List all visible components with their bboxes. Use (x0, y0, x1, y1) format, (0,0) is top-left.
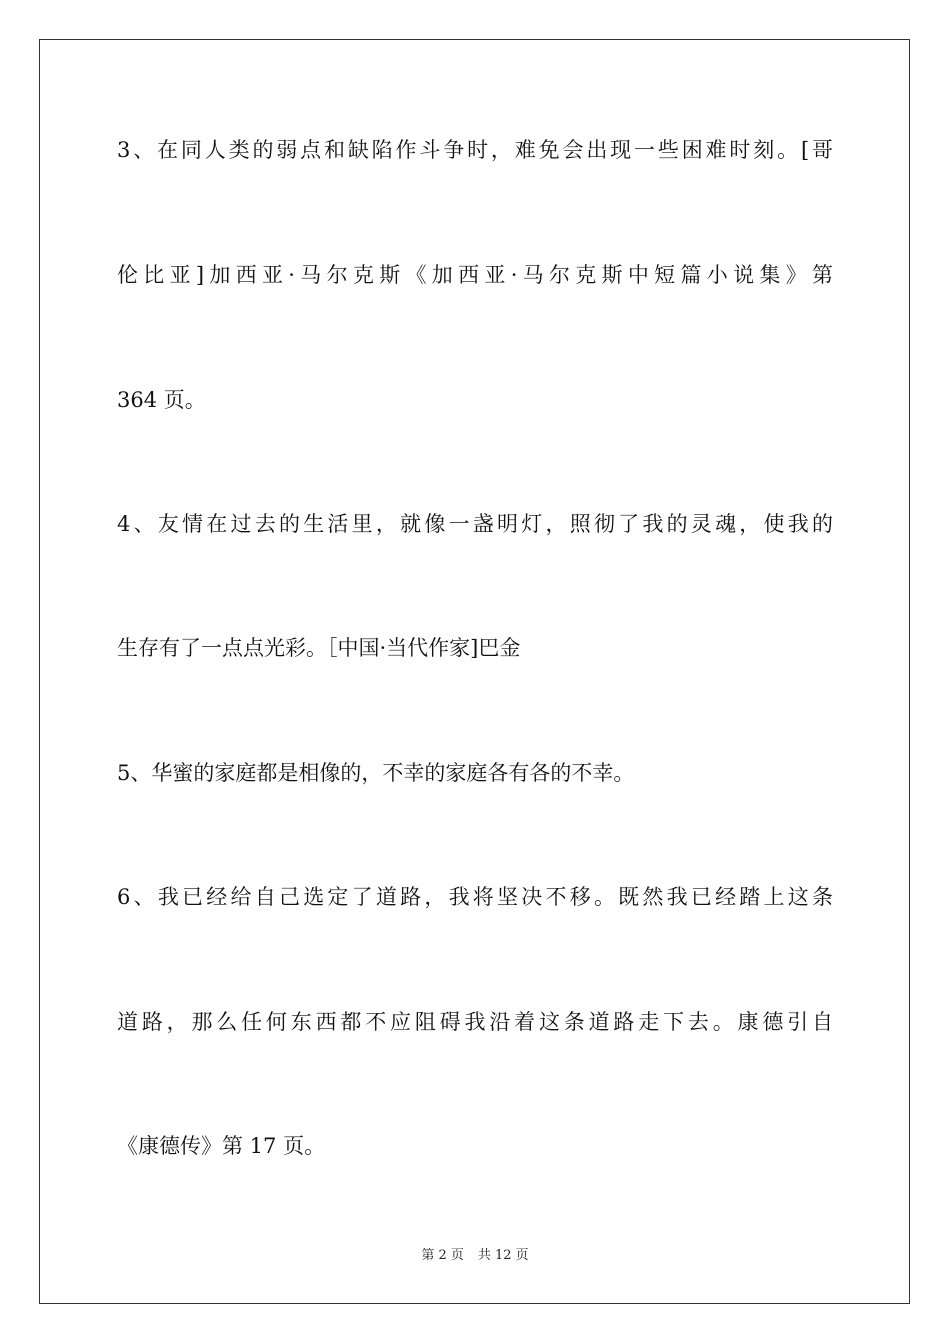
text-line-4: 4、友情在过去的生活里，就像一盏明灯，照彻了我的灵魂，使我的 (117, 512, 833, 536)
text-line-9: 《康德传》第 17 页。 (117, 1134, 326, 1158)
text-line-8: 道路，那么任何东西都不应阻碍我沿着这条道路走下去。康德引自 (117, 1010, 833, 1034)
page-total: 共 12 页 (477, 1248, 529, 1263)
text-line-3: 364 页。 (117, 388, 206, 412)
page-border (39, 39, 910, 1304)
page-footer (0, 1246, 950, 1266)
text-line-7: 6、我已经给自己选定了道路，我将坚决不移。既然我已经踏上这条 (117, 885, 833, 909)
text-line-1: 3、在同人类的弱点和缺陷作斗争时，难免会出现一些困难时刻。[哥 (117, 138, 833, 162)
text-line-2: 伦比亚]加西亚·马尔克斯《加西亚·马尔克斯中短篇小说集》第 (117, 263, 833, 287)
text-line-6: 5、华蜜的家庭都是相像的，不幸的家庭各有各的不幸。 (117, 761, 635, 785)
text-line-5: 生存有了一点点光彩。［中国·当代作家]巴金 (117, 636, 521, 660)
page-number: 第 2 页 (421, 1248, 464, 1263)
